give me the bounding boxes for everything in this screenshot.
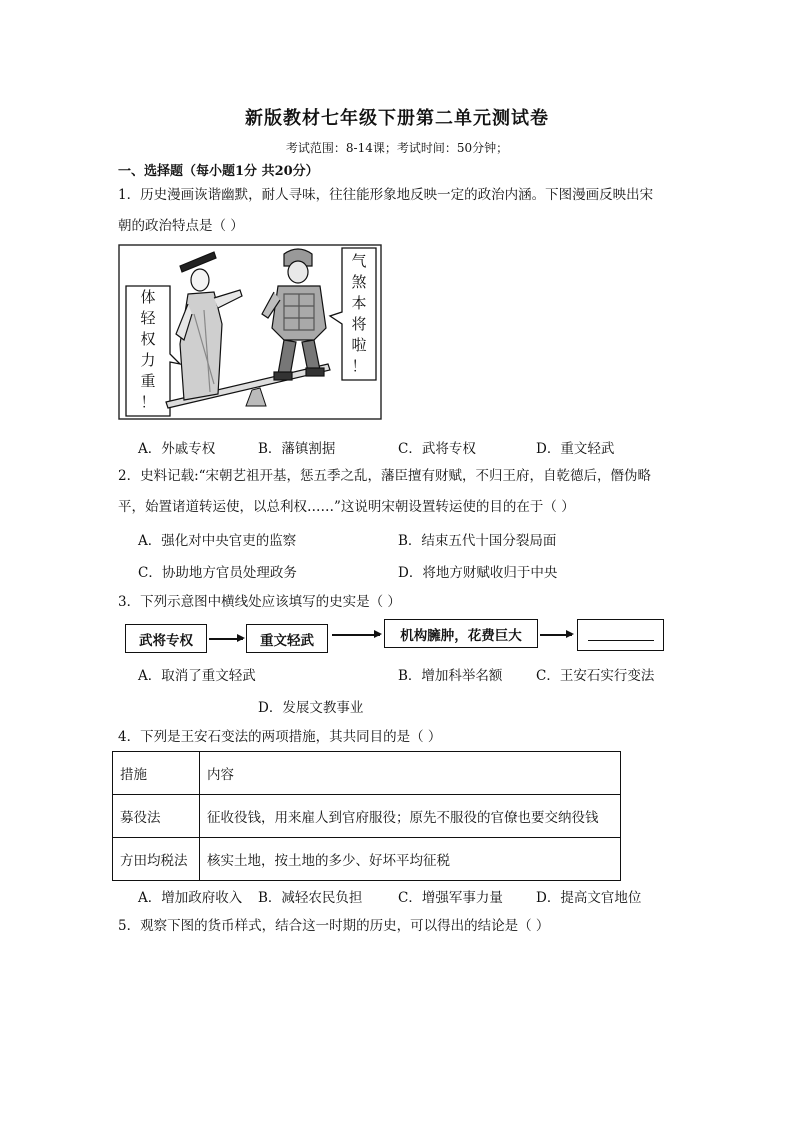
page-title: 新版教材七年级下册第二单元测试卷	[245, 108, 549, 129]
flow-box-2: 重文轻武	[246, 624, 328, 653]
table-row	[113, 795, 621, 838]
right-bubble-char: 煞	[351, 273, 367, 291]
answer-blank-line	[588, 640, 654, 641]
q1-option-d[interactable]: D．重文轻武	[536, 441, 615, 457]
flow-box-answer	[577, 619, 664, 651]
q4-option-c[interactable]: C．增强军事力量	[398, 890, 503, 906]
q3-stem: 3．下列示意图中横线处应该填写的史实是（ ）	[118, 594, 401, 610]
flow-arrow-2	[332, 634, 380, 636]
q3-option-a[interactable]: A．取消了重文轻武	[138, 668, 256, 684]
q3-option-c[interactable]: C．王安石实行变法	[536, 668, 655, 684]
left-bubble-char: 力	[140, 351, 156, 369]
table-cell: 核实土地，按土地的多少、好坏平均征税	[200, 838, 621, 881]
flow-box-3: 机构臃肿，花费巨大	[384, 619, 538, 648]
q4-stem: 4．下列是王安石变法的两项措施，其共同目的是（ ）	[118, 729, 442, 745]
right-bubble-char: ！	[351, 357, 367, 375]
section-heading: 一、选择题（每小题1分 共20分）	[118, 164, 319, 179]
left-bubble-char: 重	[140, 372, 156, 390]
table-cell: 募役法	[113, 795, 200, 838]
q4-option-a[interactable]: A．增加政府收入	[138, 890, 243, 906]
left-bubble-char: 权	[140, 330, 156, 348]
q4-option-d[interactable]: D．提高文官地位	[536, 890, 642, 906]
table-header-cell: 措施	[113, 752, 200, 795]
q4-option-b[interactable]: B．减轻农民负担	[258, 890, 363, 906]
right-bubble-char: 将	[351, 315, 367, 333]
q1-stem-line2: 朝的政治特点是（ ）	[118, 218, 244, 234]
left-bubble-char: ！	[140, 393, 156, 411]
q2-option-d[interactable]: D．将地方财赋收归于中央	[398, 565, 558, 581]
q1-option-b[interactable]: B．藩镇割据	[258, 441, 336, 457]
measures-table	[112, 751, 621, 881]
right-bubble-char: 本	[351, 294, 367, 312]
q2-option-a[interactable]: A．强化对中央官吏的监察	[138, 533, 297, 549]
q2-option-b[interactable]: B．结束五代十国分裂局面	[398, 533, 557, 549]
flow-arrow-1	[209, 638, 243, 640]
flow-arrow-3	[540, 634, 572, 636]
left-bubble-char: 轻	[140, 309, 156, 327]
table-row	[113, 838, 621, 881]
q1-stem-line1: 1．历史漫画诙谐幽默，耐人寻味，往往能形象地反映一定的政治内涵。下图漫画反映出宋	[118, 187, 654, 203]
right-bubble-char: 啦	[351, 336, 367, 354]
q5-stem: 5．观察下图的货币样式，结合这一时期的历史，可以得出的结论是（ ）	[118, 918, 550, 934]
table-header-row	[113, 752, 621, 795]
q1-option-a[interactable]: A．外戚专权	[138, 441, 216, 457]
flow-box-1: 武将专权	[125, 624, 207, 653]
q2-stem-line2: 平，始置诸道转运使，以总利权……”这说明宋朝设置转运使的目的在于（ ）	[118, 499, 575, 515]
q3-option-b[interactable]: B．增加科举名额	[398, 668, 503, 684]
political-cartoon	[118, 244, 382, 420]
table-cell: 征收役钱，用来雇人到官府服役；原先不服役的官僚也要交纳役钱	[200, 795, 621, 838]
q2-stem-line1: 2．史料记载:“宋朝艺祖开基，惩五季之乱，藩臣擅有财赋，不归王府，自乾德后，僭伪略	[118, 468, 652, 484]
right-bubble-char: 气	[351, 252, 367, 270]
exam-info: 考试范围：8-14课；考试时间：50分钟；	[285, 141, 509, 155]
left-bubble-char: 体	[140, 288, 156, 306]
table-cell: 方田均税法	[113, 838, 200, 881]
q3-option-d[interactable]: D．发展文教事业	[258, 700, 364, 716]
table-header-cell: 内容	[200, 752, 621, 795]
q1-option-c[interactable]: C．武将专权	[398, 441, 476, 457]
q2-option-c[interactable]: C．协助地方官员处理政务	[138, 565, 297, 581]
